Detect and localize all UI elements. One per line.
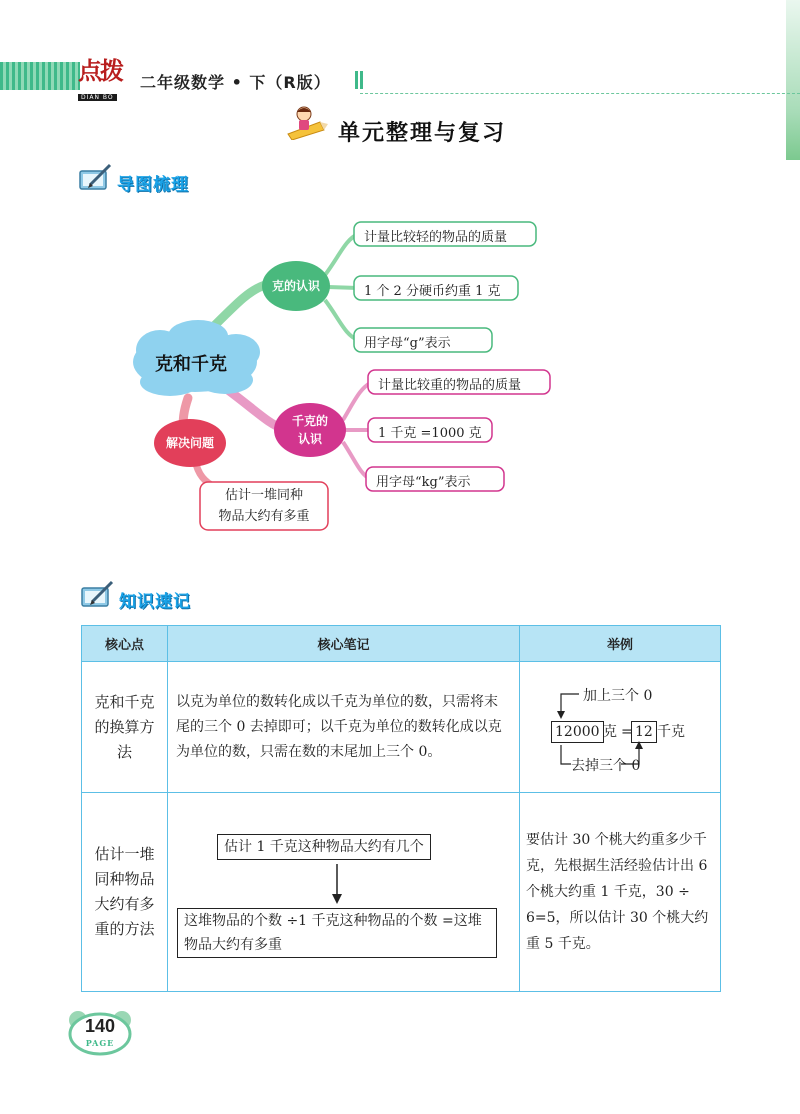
node-kg-label — [276, 412, 344, 448]
row1-point: 克和千克的换算方法 — [94, 692, 155, 761]
connector-gram-item3 — [325, 300, 358, 340]
page-number: 140 — [84, 1016, 116, 1036]
kg-item2: 1 千克 =1000 克 — [378, 426, 482, 441]
logo-text: 点拨 — [78, 56, 122, 85]
section-title-knowledge: 知识速记 — [119, 592, 191, 612]
notebook-pen-icon — [80, 580, 116, 610]
conversion-diagram — [521, 663, 719, 791]
gram-unit: 克 — [603, 724, 617, 740]
node-gram-label: 克的认识 — [271, 279, 320, 293]
center-topic: 克和千克 — [155, 354, 227, 375]
gram-item2: 1 个 2 分硬币约重 1 克 — [364, 284, 501, 299]
solve-item-line2: 物品大约有多重 — [218, 509, 310, 524]
row1-point-cell — [82, 662, 168, 793]
kg-item3: 用字母“kg”表示 — [376, 475, 471, 490]
example-top-label: 加上三个 0 — [583, 688, 653, 704]
header-example: 举例 — [520, 626, 721, 662]
section-title-mind-map: 导图梳理 — [117, 175, 189, 195]
node-kg-label-line2: 认识 — [297, 432, 322, 446]
table-header-row — [82, 626, 721, 662]
gram-value-box: 12000 — [551, 721, 604, 743]
example-bottom-label: 去掉三个 0 — [571, 758, 641, 774]
node-kg-label-line1: 千克的 — [291, 414, 328, 428]
kg-item1: 计量比较重的物品的质量 — [378, 378, 522, 393]
row2-point-cell — [82, 793, 168, 992]
row2-example: 要估计 30 个桃大约重多少千克，先根据生活经验估计出 6 个桃大约重 1 千克，30 ÷ 6=5，所以估计 30 个桃大约重 5 千克。 — [520, 793, 721, 992]
book-title: 二年级数学 • 下（R版） — [140, 73, 331, 92]
flow-step1-box: 估计 1 千克这种物品大约有几个 — [217, 834, 431, 860]
gram-item3: 用字母“g”表示 — [364, 336, 451, 351]
flow-arrow-down-icon — [169, 794, 518, 990]
connector-gram-item1 — [325, 234, 358, 275]
header-core-point: 核心点 — [82, 626, 168, 662]
logo-subtext: DIAN BO — [78, 94, 117, 101]
connector-center-gram — [210, 285, 265, 330]
page-label: PAGE — [85, 1038, 115, 1048]
table-row — [82, 662, 721, 793]
kg-unit: 千克 — [657, 724, 685, 740]
flow-step2-box: 这堆物品的个数 ÷1 千克这种物品的个数 =这堆物品大约有多重 — [177, 908, 497, 958]
knowledge-table — [81, 625, 721, 992]
estimation-flowchart — [169, 794, 518, 990]
kg-value-box: 12 — [631, 721, 657, 743]
unit-title: 单元整理与复习 — [338, 121, 507, 146]
row1-note: 以克为单位的数转化成以千克为单位的数，只需将末尾的三个 0 去掉即可；以千克为单位的数转化成以克为单位的数，只需在数的末尾加上三个 0。 — [168, 662, 520, 793]
header-core-notes: 核心笔记 — [168, 626, 520, 662]
solve-item — [200, 485, 328, 527]
solve-item-line1: 估计一堆同种 — [224, 488, 303, 503]
connector-center-kg — [228, 390, 282, 428]
equals-sign: = — [621, 724, 633, 740]
table-row — [82, 793, 721, 992]
node-solve-label: 解决问题 — [165, 436, 214, 450]
gram-item1: 计量比较轻的物品的质量 — [364, 230, 508, 245]
row2-note-cell — [168, 793, 520, 992]
row1-example-cell — [520, 662, 721, 793]
row2-point: 估计一堆同种物品大约有多重的方法 — [94, 845, 155, 938]
